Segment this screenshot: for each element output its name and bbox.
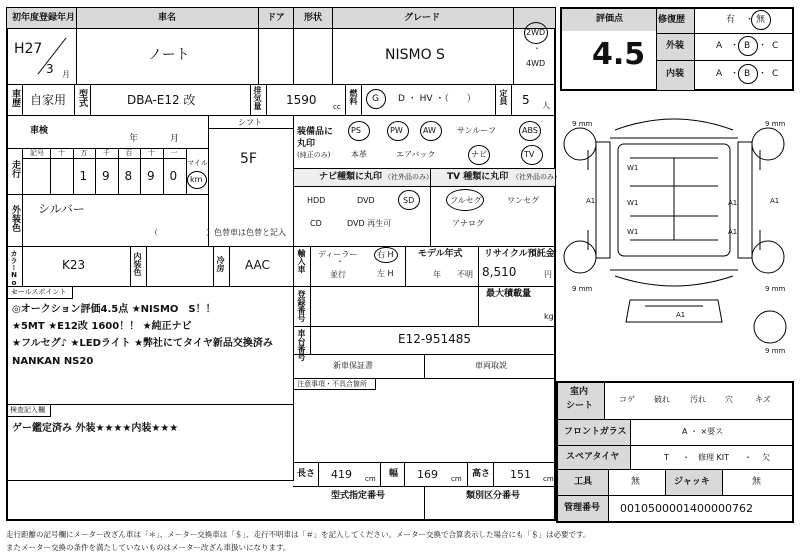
drive-dot: ・ [533,44,541,53]
spare-label: スペアタイヤ [566,452,620,462]
disp-label: 排気量 [253,86,262,110]
seat-condition-item: コゲ [619,395,635,404]
chassis-value: E12-951485 [398,332,471,346]
equipment-item: PS [351,126,361,135]
fuel-label: 燃料 [349,89,358,105]
repair-dot: ・ [745,15,755,25]
mileage-unit-label: 十 [58,149,65,157]
color-no-value: K23 [62,258,86,272]
import-parallel: 並行 [330,270,346,279]
diagram-mark-w1-3: W1 [627,228,639,236]
diagram-mark-a1-1: A1 [728,199,738,207]
color-value: シルバー [38,202,85,216]
mileage-col-divider [73,148,74,194]
jack-value: 無 [752,477,762,487]
grade-dot: ・ [758,41,768,51]
grade-dot: ・ [730,41,740,51]
recycle-unit: 円 [544,270,552,279]
diagram-mark-w1-2: W1 [627,199,639,207]
door-label: ドア [267,13,285,23]
usage-value: 自家用 [30,93,67,107]
width-value: 169 [417,468,438,481]
mileage-col-divider [50,148,51,194]
interior-grade-option: C [772,69,779,79]
height-label: 高さ [472,469,491,479]
grade-label: グレード [404,13,441,23]
interior-grade-option: B [744,69,751,79]
equipment-item: TV [524,150,535,159]
sales-line-4: NANKAN NS20 [12,356,94,367]
grade-value: NISMO S [385,47,445,63]
nav-item-cd: CD [310,219,322,228]
spare-kit: 修理 KIT [698,453,730,462]
equipment-item: サンルーフ [457,126,496,135]
max-load-unit: kg [544,312,554,321]
type-value: DBA-E12 改 [127,93,196,107]
length-label: 長さ [297,469,316,479]
height-unit: cm [543,475,554,483]
seat-condition-item: 破れ [654,395,670,404]
tv-label-sub: （社外品のみ） [512,173,561,181]
nav-item-dvd-play: DVD 再生可 [347,219,392,228]
reg-era: H27 [14,41,43,57]
wheel-label-spare: 9 mm [765,347,786,355]
color-note: （ ）色替車は色替と記入 [150,228,286,237]
wheel-label-rl: 9 mm [572,285,593,293]
nav-label: ナビ種類に丸印 [319,172,383,182]
diagram-mark-a1-4: A1 [586,197,596,205]
mileage-col-divider [140,148,141,194]
fuel-g: G [372,94,379,104]
sales-line-1: ◎オークション評価4.5点 ★NISMO S！！ [12,304,216,315]
mileage-digit: 1 [79,169,88,183]
max-load-label: 最大積載量 [486,289,532,299]
tools-value: 無 [631,477,641,487]
usage-label: 車歴 [10,89,20,107]
interior-label: 内装 [666,69,685,79]
model-name: ノート [148,47,190,63]
sales-line-2: ★5MT ★E12改 1600！！ ★純正ナビ [12,321,192,332]
category-label: 類別区分番号 [466,491,521,501]
wheel-label-fr: 9 mm [765,120,786,128]
model-year-label: モデル年式 [418,249,463,259]
type-label: 型式 [77,89,87,107]
wheel-label-fl: 9 mm [572,120,593,128]
reg-month-unit: 月 [62,70,70,79]
unit-km: km [190,175,203,184]
repair-label: 修復歴 [658,15,686,25]
height-value: 151 [510,468,531,481]
tools-label: 工具 [574,477,593,487]
color-no-label: カラーNo. [10,250,18,295]
spare-dot-1: ・ [682,453,690,462]
mileage-unit-label: 万 [80,149,88,157]
seat-condition-item: 穴 [725,395,733,404]
seat-label-1: 室内 [570,387,589,397]
mileage-digit: 8 [124,169,133,183]
drive-2wd: 2WD [526,28,546,37]
windshield-label: フロントガラス [564,427,627,437]
inspection-label: 車検 [30,126,49,136]
mileage-col-divider [118,148,119,194]
mileage-digit: 0 [169,169,178,183]
repair-yes: 有 [726,15,736,25]
ac-value: AAC [245,258,270,272]
interior-color-label: 内装色 [133,252,142,276]
unit-mile: マイル [187,159,208,167]
equipment-label-3: (純正のみ) [297,151,331,159]
exterior-grade-option: A [716,41,723,51]
spare-dot-2: ・ [744,453,752,462]
tv-label: TV 種類に丸印 [447,172,509,182]
wheel-label-rr: 9 mm [765,285,786,293]
equipment-item: ナビ [471,150,487,159]
equipment-item: PW [390,126,403,135]
equipment-item: AW [423,126,436,135]
seat-condition-item: 汚れ [690,395,706,404]
ac-label: 冷房 [216,256,225,272]
width-label: 幅 [389,469,399,479]
model-year-unit: 年 [433,270,441,279]
diagram-mark-a1-2: A1 [728,228,738,236]
model-year-unknown: 不明 [457,270,473,279]
shift-label: シフト [238,118,262,127]
mgmt-label: 管理番号 [564,503,601,513]
length-unit: cm [365,475,376,483]
rating-value: 4.5 [592,37,646,72]
mileage-digit: 9 [102,169,110,183]
equipment-item: エアバック [396,150,436,159]
vehicle-manual-label: 車両取説 [475,361,507,370]
mileage-mark-label: 記号 [30,149,44,157]
type-designation-label: 型式指定番号 [331,491,386,501]
tv-item-fullseg: フルセグ [450,196,482,205]
mileage-unit-label: 十 [148,149,155,157]
disp-unit: cc [333,103,341,111]
model-name-label: 車名 [158,13,177,23]
length-value: 419 [331,468,352,481]
windshield-value: A ・ ×要ス [682,427,724,436]
mileage-col-divider [163,148,164,194]
import-right-h: 右 H [377,250,394,259]
drive-4wd: 4WD [526,59,546,68]
repair-no: 無 [756,15,766,25]
equipment-item: ABS [522,126,538,135]
capacity-unit: 人 [542,101,550,110]
capacity-label: 定員 [499,89,508,105]
jack-label: ジャッキ [674,477,710,487]
exterior-grade-option: B [744,41,751,51]
equipment-label-1: 装備品に [297,127,334,137]
seat-condition-item: キズ [755,395,771,404]
grade-dot: ・ [730,69,740,79]
equipment-label-2: 丸印 [297,139,316,149]
footer-line-1: 走行距離の記号欄にメーター改ざん車は「＊」、メーター交換車は「＄」、走行不明車は「＃」を記入してください。メーター交換で合算表示した場合にも「＄」は必要です。 [6,530,591,539]
tv-item-analog: アナログ [452,219,484,228]
nav-label-sub: （社外品のみ） [384,173,433,181]
spare-none: 欠 [762,453,770,462]
exterior-grade-option: C [772,41,779,51]
shift-value: 5F [240,151,257,167]
import-dot: ・ [336,257,344,266]
seat-label-2: シート [566,401,594,411]
nav-item-sd: SD [403,196,415,205]
mileage-unit-label: 千 [103,149,110,157]
inspection-month-unit: 月 [170,134,180,144]
shape-label: 形状 [304,13,323,23]
reg-month: 3 [46,62,54,76]
registration-label: 登録番号 [297,290,306,322]
footer-line-2: またメーター交換の条件を満たしていないものはメーター改ざん車扱いになります。 [6,543,291,552]
notes-label: 注意事項・不具合箇所 [297,380,367,388]
inspector-label: 検査記入欄 [10,406,45,414]
import-label: 輸入車 [297,249,306,273]
sales-points-label: セールスポイント [11,288,67,296]
spare-t: T [664,453,669,462]
mileage-label: 走行 [10,160,20,178]
diagram-mark-w1-1: W1 [627,164,639,172]
diagram-mark-a1-3: A1 [676,311,686,319]
inspector-text: ゲー鑑定済み 外装★★★★内装★★★ [12,423,179,434]
chassis-label: 車台番号 [297,329,306,361]
nav-item-hdd: HDD [307,196,326,205]
mileage-digit: 9 [147,169,155,183]
recycle-label: リサイクル預託金 [484,249,555,259]
recycle-value: 8,510 [482,265,517,279]
import-left-h: 左 H [377,269,394,278]
nav-item-dvd: DVD [357,196,375,205]
color-label: 外装色 [10,205,20,232]
car-damage-diagram [560,100,794,375]
fuel-rest: D ・ HV ・（ ） [398,94,476,104]
sales-line-3: ★フルセグ♪ ★LEDライト ★弊社にてタイヤ新品交換済み [12,338,273,349]
mgmt-value: 0010500001400000762 [620,502,753,515]
rating-label: 評価点 [596,14,624,24]
inspection-year-unit: 年 [129,134,139,144]
mileage-unit-label: 百 [125,149,133,157]
grade-dot: ・ [758,69,768,79]
exterior-label: 外装 [666,41,685,51]
equipment-item: 本革 [351,150,367,159]
import-dealer: ディーラー [318,250,358,259]
capacity-value: 5 [522,93,530,107]
disp-value: 1590 [286,93,317,107]
width-unit: cm [451,475,462,483]
tv-item-oneseg: ワンセグ [507,196,539,205]
new-car-warranty-label: 新車保証書 [333,361,373,370]
mileage-col-divider [95,148,96,194]
diagram-mark-a1-5: A1 [770,197,780,205]
first-reg-label: 初年度登録年月 [12,13,76,23]
interior-grade-option: A [716,69,723,79]
mileage-unit-label: 一 [170,149,178,157]
